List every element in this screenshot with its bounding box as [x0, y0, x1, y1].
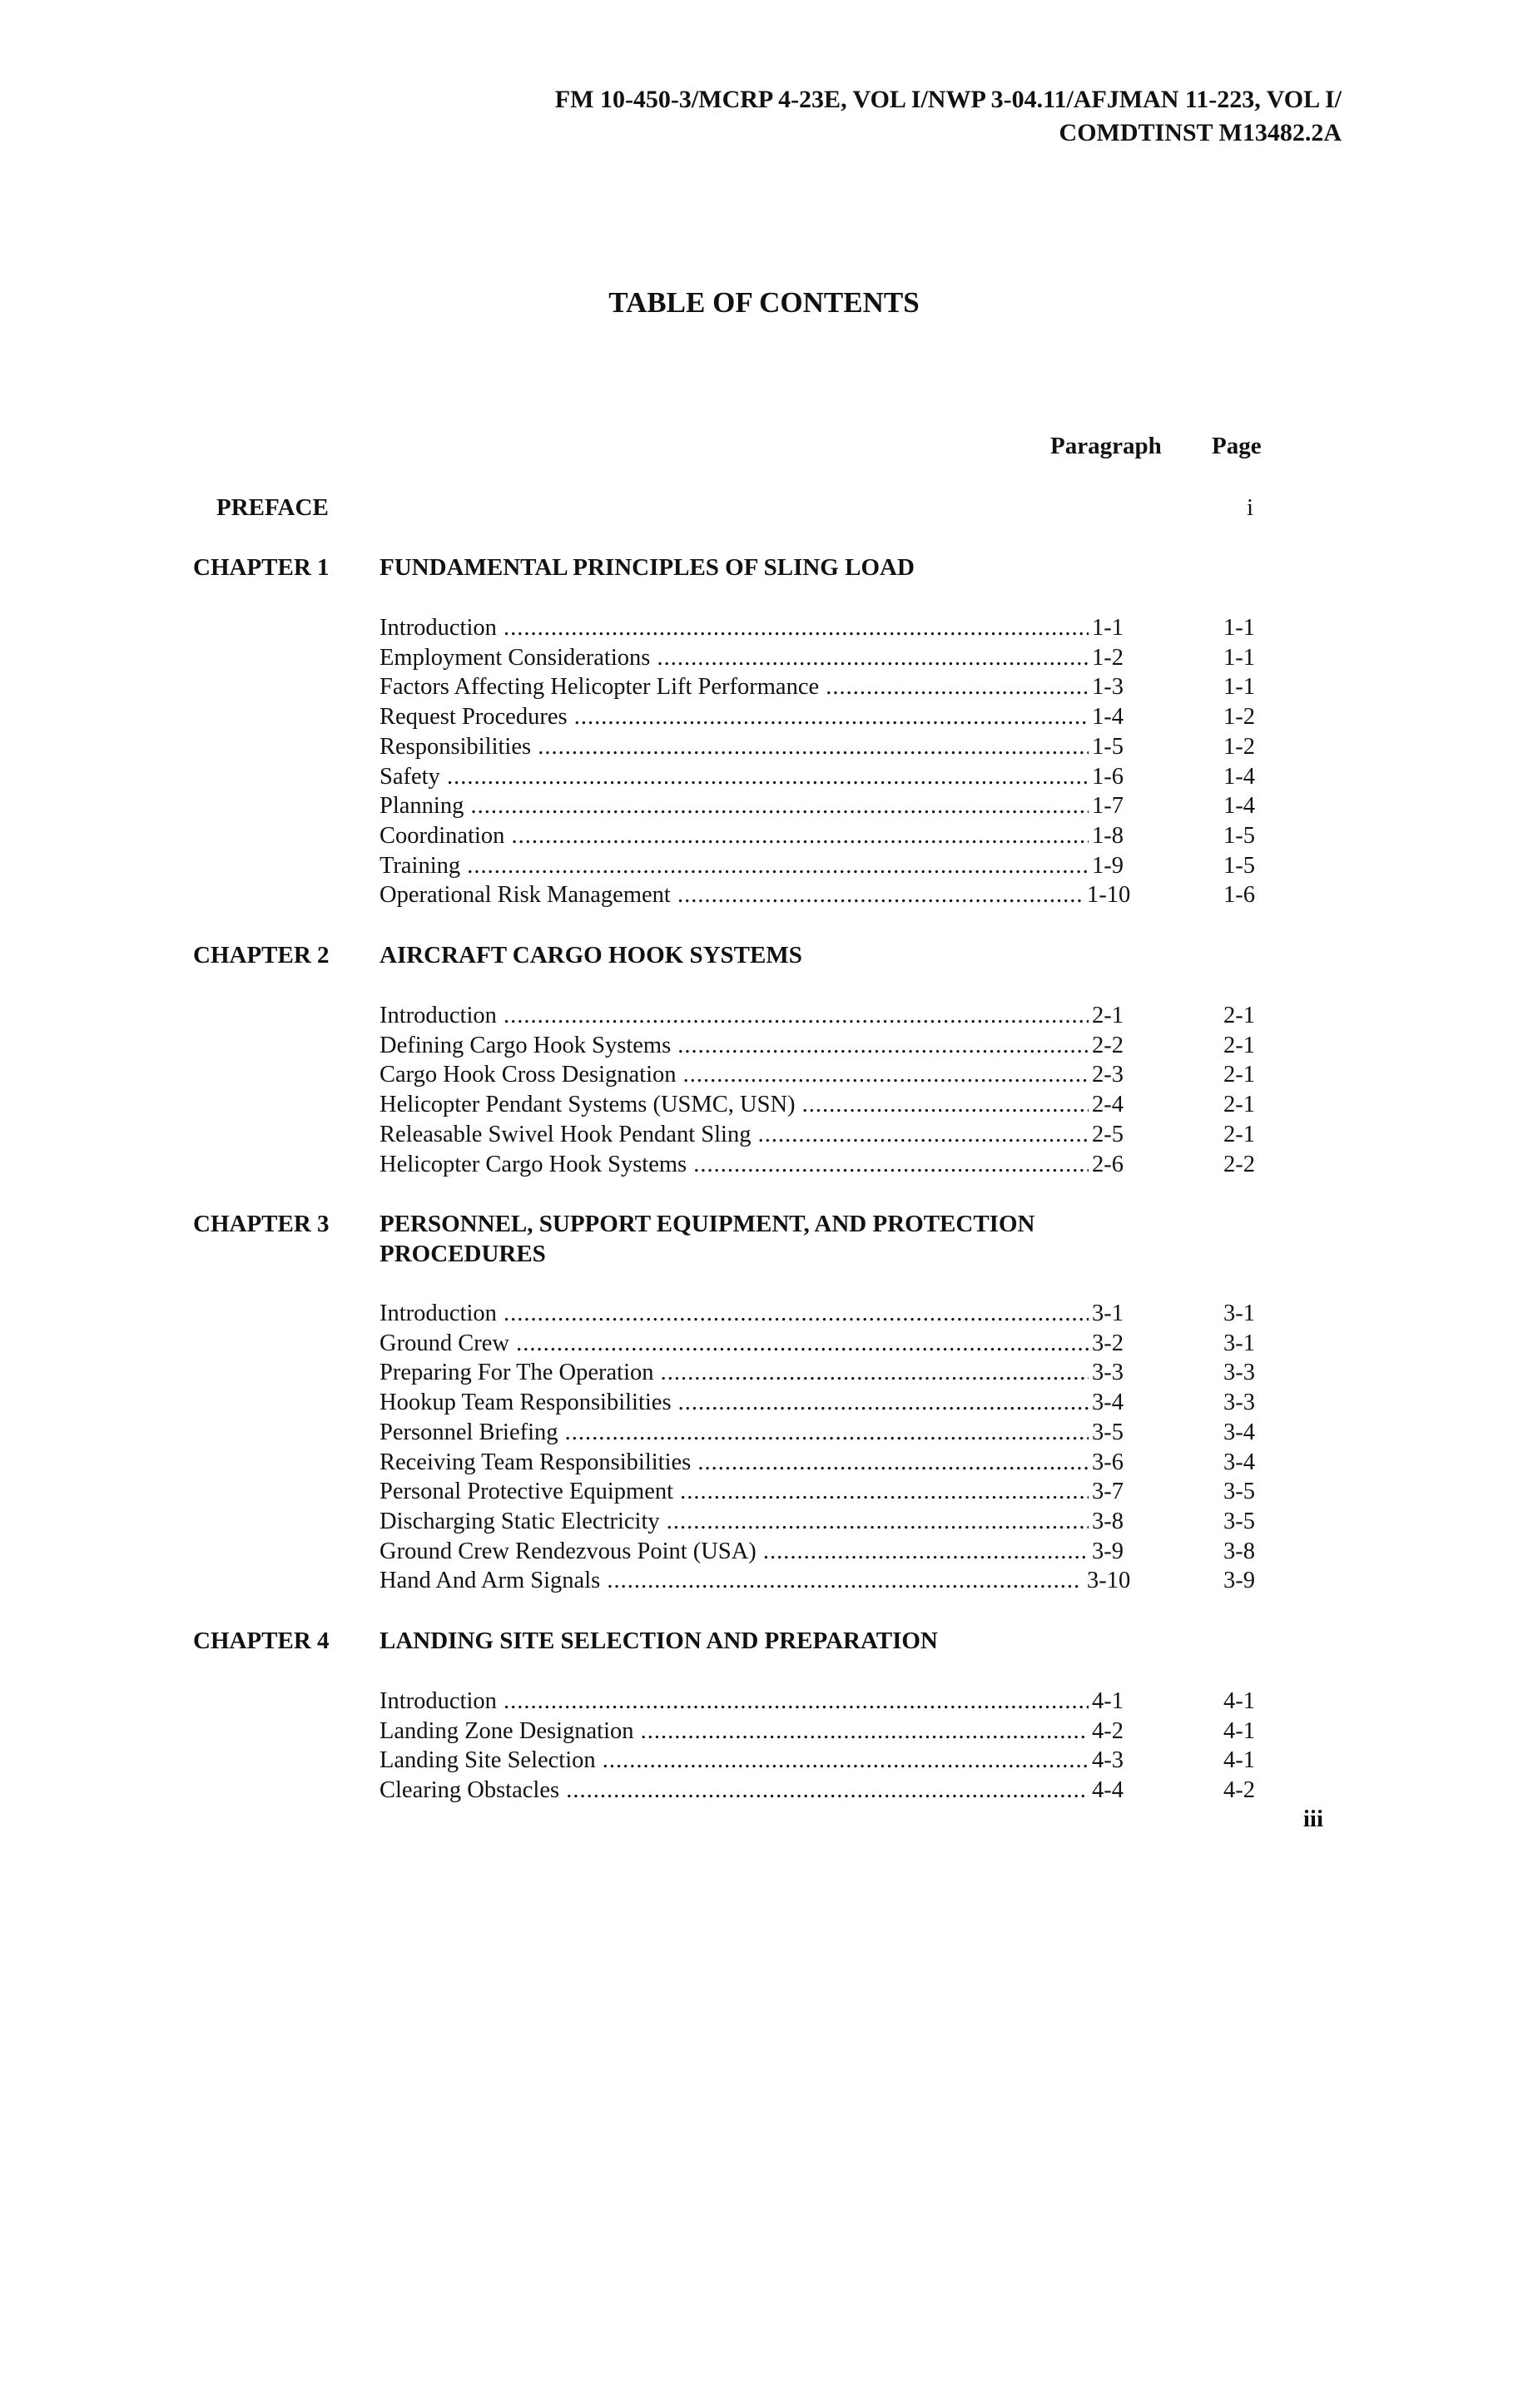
- entry-page: 4-2: [1223, 1777, 1255, 1804]
- entry-paragraph: 3-5: [1092, 1419, 1124, 1445]
- entry-title: Request Procedures: [380, 704, 568, 731]
- entry-title: Ground Crew: [380, 1330, 509, 1356]
- entry-title: Factors Affecting Helicopter Lift Performance: [380, 674, 820, 701]
- entry-paragraph: 1-7: [1092, 793, 1124, 820]
- entry-paragraph: 1-6: [1092, 763, 1124, 790]
- entry-page: 1-4: [1223, 763, 1255, 790]
- entry-page: 3-1: [1223, 1301, 1255, 1326]
- entry-page: 1-1: [1223, 674, 1255, 701]
- entry-paragraph: 1-3: [1092, 674, 1124, 701]
- entry-paragraph: 4-3: [1092, 1747, 1124, 1774]
- entry-title: Defining Cargo Hook Systems: [380, 1032, 672, 1058]
- entry-paragraph: 2-4: [1092, 1092, 1124, 1118]
- toc-entry[interactable]: [380, 1507, 1295, 1537]
- entry-paragraph: 3-1: [1092, 1301, 1124, 1326]
- toc-entry[interactable]: [380, 762, 1295, 792]
- entry-title: Receiving Team Responsibilities: [380, 1449, 692, 1475]
- entry-title: Cargo Hook Cross Designation: [380, 1062, 677, 1088]
- toc-entry[interactable]: [380, 613, 1295, 643]
- entry-paragraph: 2-6: [1092, 1151, 1124, 1177]
- toc-entry[interactable]: [380, 702, 1295, 732]
- column-header-paragraph: Paragraph: [1050, 433, 1162, 459]
- entry-paragraph: 1-1: [1092, 615, 1124, 641]
- chapter-label: CHAPTER 2: [193, 942, 330, 969]
- entry-page: 3-5: [1223, 1479, 1255, 1505]
- entry-title: Responsibilities: [380, 733, 532, 760]
- entry-title: Introduction: [380, 615, 497, 641]
- entry-title: Hookup Team Responsibilities: [380, 1390, 672, 1416]
- toc-entry[interactable]: [380, 1299, 1295, 1329]
- toc-entry[interactable]: [380, 1537, 1295, 1567]
- entry-paragraph: 2-2: [1092, 1032, 1124, 1058]
- chapter-label: CHAPTER 1: [193, 554, 330, 581]
- entry-paragraph: 3-10: [1087, 1568, 1131, 1594]
- entry-title: Ground Crew Rendezvous Point (USA): [380, 1538, 757, 1564]
- entry-paragraph: 3-2: [1092, 1330, 1124, 1356]
- entry-page: 1-2: [1223, 704, 1255, 731]
- toc-entry[interactable]: [380, 1120, 1295, 1150]
- entry-page: 1-5: [1223, 822, 1255, 849]
- entry-title: Landing Site Selection: [380, 1747, 596, 1774]
- toc-entry[interactable]: [380, 1418, 1295, 1448]
- toc-entry[interactable]: [380, 1566, 1295, 1596]
- entry-paragraph: 4-4: [1092, 1777, 1124, 1804]
- entry-title: Helicopter Pendant Systems (USMC, USN): [380, 1092, 796, 1118]
- entry-page: 3-5: [1223, 1508, 1255, 1534]
- entry-title: Hand And Arm Signals: [380, 1568, 601, 1594]
- entry-paragraph: 1-5: [1092, 733, 1124, 760]
- toc-entry[interactable]: [380, 1329, 1295, 1359]
- entry-page: 1-4: [1223, 793, 1255, 820]
- entry-title: Operational Risk Management: [380, 882, 671, 909]
- entry-paragraph: 2-5: [1092, 1121, 1124, 1147]
- page-title: TABLE OF CONTENTS: [608, 286, 920, 319]
- toc-entry[interactable]: [380, 1746, 1295, 1776]
- entry-title: Releasable Swivel Hook Pendant Sling: [380, 1121, 752, 1147]
- chapter-title-line-2: PROCEDURES: [380, 1241, 546, 1267]
- entry-title: Personal Protective Equipment: [380, 1479, 674, 1505]
- entry-page: 2-2: [1223, 1151, 1255, 1177]
- entry-page: 4-1: [1223, 1688, 1255, 1714]
- entry-page: 1-1: [1223, 615, 1255, 641]
- entry-page: 3-1: [1223, 1330, 1255, 1356]
- entry-title: Clearing Obstacles: [380, 1777, 560, 1804]
- toc-entry[interactable]: [380, 1358, 1295, 1388]
- entry-title: Introduction: [380, 1301, 497, 1326]
- entry-title: Personnel Briefing: [380, 1419, 558, 1445]
- toc-entry[interactable]: [380, 732, 1295, 762]
- chapter-title: FUNDAMENTAL PRINCIPLES OF SLING LOAD: [380, 554, 915, 581]
- entry-page: 3-3: [1223, 1390, 1255, 1416]
- entry-paragraph: 4-2: [1092, 1717, 1124, 1744]
- entry-paragraph: 1-4: [1092, 704, 1124, 731]
- entry-page: 3-8: [1223, 1538, 1255, 1564]
- header-line-1: FM 10-450-3/MCRP 4-23E, VOL I/NWP 3-04.11/AFJMAN 11-223, VOL I/: [554, 86, 1342, 113]
- toc-entry[interactable]: [380, 1776, 1295, 1806]
- entry-page: 3-9: [1223, 1568, 1255, 1594]
- entry-page: 4-1: [1223, 1717, 1255, 1744]
- entry-paragraph: 3-7: [1092, 1479, 1124, 1505]
- entry-title: Discharging Static Electricity: [380, 1508, 660, 1534]
- toc-entry[interactable]: [380, 1448, 1295, 1478]
- header-line-2: COMDTINST M13482.2A: [1059, 119, 1342, 146]
- toc-entry[interactable]: [380, 643, 1295, 673]
- entry-title: Helicopter Cargo Hook Systems: [380, 1151, 687, 1177]
- toc-entry[interactable]: [380, 1090, 1295, 1120]
- toc-entry[interactable]: [380, 1001, 1295, 1031]
- entry-paragraph: 3-4: [1092, 1390, 1124, 1416]
- entry-paragraph: 1-10: [1087, 882, 1131, 909]
- entry-title: Planning: [380, 793, 464, 820]
- toc-entry[interactable]: [380, 1150, 1295, 1180]
- toc-entry[interactable]: [380, 821, 1295, 851]
- entry-paragraph: 3-6: [1092, 1449, 1124, 1475]
- entry-page: 2-1: [1223, 1003, 1255, 1028]
- entry-page: 2-1: [1223, 1092, 1255, 1118]
- entry-page: 1-2: [1223, 733, 1255, 760]
- entry-paragraph: 1-2: [1092, 644, 1124, 671]
- entry-page: 1-5: [1223, 852, 1255, 879]
- entry-page: 3-4: [1223, 1419, 1255, 1445]
- toc-entry[interactable]: [380, 1031, 1295, 1061]
- entry-paragraph: 3-9: [1092, 1538, 1124, 1564]
- entry-paragraph: 3-3: [1092, 1360, 1124, 1386]
- toc-entry[interactable]: [380, 672, 1295, 702]
- chapter-label: CHAPTER 4: [193, 1628, 330, 1654]
- document-header: [555, 83, 1342, 150]
- chapter-title: LANDING SITE SELECTION AND PREPARATION: [380, 1628, 938, 1654]
- entry-paragraph: 3-8: [1092, 1508, 1124, 1534]
- entry-page: 1-6: [1223, 882, 1255, 909]
- entry-title: Safety: [380, 763, 440, 790]
- entry-page: 2-1: [1223, 1121, 1255, 1147]
- toc-entry[interactable]: [380, 1717, 1295, 1747]
- entry-page: 3-4: [1223, 1449, 1255, 1475]
- entry-title: Introduction: [380, 1688, 497, 1714]
- toc-entry[interactable]: [380, 1477, 1295, 1507]
- toc-entry[interactable]: [380, 1388, 1295, 1418]
- toc-entry[interactable]: [380, 851, 1295, 881]
- chapter-title: [380, 1209, 1095, 1269]
- chapter-label: CHAPTER 3: [193, 1211, 330, 1237]
- toc-entry[interactable]: [380, 880, 1295, 910]
- toc-entry[interactable]: [380, 1060, 1295, 1090]
- entry-title: Landing Zone Designation: [380, 1717, 634, 1744]
- entry-title: Coordination: [380, 822, 505, 849]
- column-header-page: Page: [1212, 433, 1262, 459]
- entry-page: 2-1: [1223, 1032, 1255, 1058]
- entry-title: Employment Considerations: [380, 644, 651, 671]
- preface-label: PREFACE: [216, 494, 329, 521]
- entry-page: 3-3: [1223, 1360, 1255, 1386]
- entry-paragraph: 1-9: [1092, 852, 1124, 879]
- entry-title: Training: [380, 852, 461, 879]
- page-number: iii: [1302, 1806, 1323, 1832]
- chapter-title: AIRCRAFT CARGO HOOK SYSTEMS: [380, 942, 802, 969]
- toc-entry[interactable]: [380, 1687, 1295, 1717]
- toc-entry[interactable]: [380, 791, 1295, 821]
- entry-paragraph: 2-3: [1092, 1062, 1124, 1088]
- entry-title: Introduction: [380, 1003, 497, 1028]
- entry-title: Preparing For The Operation: [380, 1360, 654, 1386]
- entry-paragraph: 4-1: [1092, 1688, 1124, 1714]
- entry-page: 2-1: [1223, 1062, 1255, 1088]
- entry-paragraph: 1-8: [1092, 822, 1124, 849]
- entry-page: 1-1: [1223, 644, 1255, 671]
- preface-page-number: i: [1246, 494, 1254, 521]
- chapter-title-line-1: PERSONNEL, SUPPORT EQUIPMENT, AND PROTECTION: [380, 1211, 1035, 1237]
- entry-paragraph: 2-1: [1092, 1003, 1124, 1028]
- entry-page: 4-1: [1223, 1747, 1255, 1774]
